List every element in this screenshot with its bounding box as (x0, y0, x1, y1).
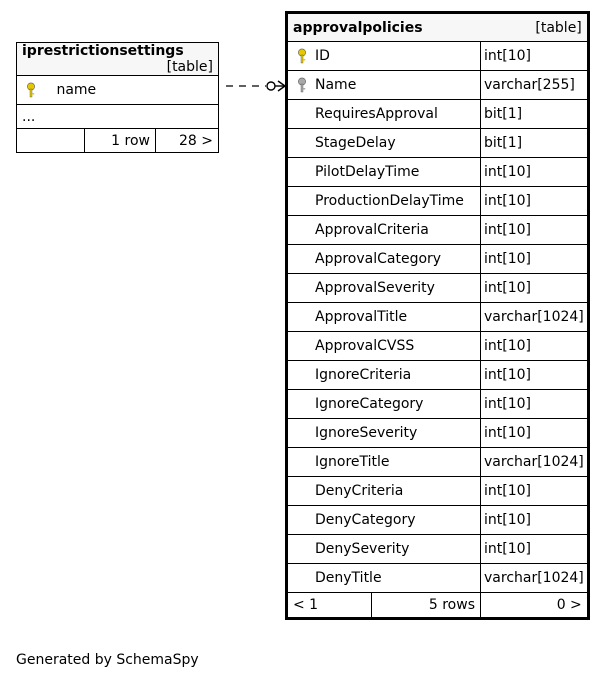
column-row (287, 506, 589, 535)
column-row (287, 303, 589, 332)
column-row (287, 477, 589, 506)
column-row (287, 390, 589, 419)
crowfoot-lower (278, 86, 285, 91)
column-row (287, 419, 589, 448)
column-name-cell (287, 216, 481, 245)
column-name-cell (287, 158, 481, 187)
column-name-cell (287, 129, 481, 158)
column-type: int[10] (481, 419, 589, 448)
table-kind: [table] (166, 59, 213, 75)
column-type: int[10] (481, 332, 589, 361)
column-row (287, 100, 589, 129)
column-name: ApprovalCVSS (315, 338, 415, 354)
table-footer (287, 593, 589, 619)
column-row (287, 71, 589, 100)
column-type: int[10] (481, 245, 589, 274)
column-name: IgnoreCategory (315, 396, 424, 412)
column-name: IgnoreTitle (315, 454, 390, 470)
column-name-cell (287, 245, 481, 274)
column-name-cell (287, 564, 481, 593)
column-row (287, 158, 589, 187)
column-row (287, 274, 589, 303)
column-name: ApprovalCriteria (315, 222, 429, 238)
row-count: 5 rows (371, 593, 480, 619)
column-name: DenyCriteria (315, 483, 404, 499)
parents-link[interactable]: < 1 (287, 593, 372, 619)
children-link[interactable]: 28 > (156, 129, 219, 153)
table-kind: [table] (535, 19, 582, 36)
generated-by-footer: Generated by SchemaSpy (16, 652, 199, 668)
column-name: ApprovalCategory (315, 251, 442, 267)
table-header[interactable] (17, 43, 219, 76)
column-name: IgnoreSeverity (315, 425, 418, 441)
column-name-cell (287, 100, 481, 129)
column-name: Name (315, 77, 357, 93)
column-row (287, 361, 589, 390)
column-row (17, 76, 219, 105)
column-name: ApprovalTitle (315, 309, 408, 325)
column-type: int[10] (481, 390, 589, 419)
optional-circle (267, 82, 275, 90)
column-type: int[10] (481, 477, 589, 506)
column-type: varchar[255] (481, 71, 589, 100)
column-name-cell (287, 303, 481, 332)
column-type: bit[1] (481, 100, 589, 129)
column-name: ApprovalSeverity (315, 280, 435, 296)
column-name-cell (287, 506, 481, 535)
table-iprestrictionsettings[interactable] (16, 42, 219, 153)
column-type: int[10] (481, 535, 589, 564)
column-row (287, 535, 589, 564)
column-name-cell (287, 419, 481, 448)
column-name-cell (287, 448, 481, 477)
column-name-cell (287, 71, 481, 100)
column-type: int[10] (481, 506, 589, 535)
column-name: name (56, 82, 97, 98)
column-row (287, 245, 589, 274)
column-name: StageDelay (315, 135, 396, 151)
column-type: int[10] (481, 187, 589, 216)
column-type: int[10] (481, 274, 589, 303)
column-name-cell (287, 361, 481, 390)
column-name-cell (287, 274, 481, 303)
column-name: IgnoreCriteria (315, 367, 412, 383)
column-type: varchar[1024] (481, 303, 589, 332)
column-name: DenyTitle (315, 570, 382, 586)
table-approvalpolicies[interactable] (285, 11, 590, 620)
column-name: ID (315, 48, 330, 64)
column-row (287, 564, 589, 593)
column-row (287, 42, 589, 71)
row-count: 1 row (85, 129, 156, 153)
column-name-cell (287, 332, 481, 361)
parents-cell (17, 129, 85, 153)
primary-key-icon (293, 48, 311, 64)
children-link[interactable]: 0 > (481, 593, 589, 619)
column-row (287, 332, 589, 361)
column-name: ProductionDelayTime (315, 193, 464, 209)
column-type: bit[1] (481, 129, 589, 158)
column-name-cell (287, 42, 481, 71)
column-name: DenySeverity (315, 541, 410, 557)
table-header[interactable] (287, 13, 589, 42)
crowfoot-upper (278, 81, 285, 86)
primary-key-icon (22, 82, 40, 98)
column-type: int[10] (481, 361, 589, 390)
column-type: int[10] (481, 216, 589, 245)
column-name: DenyCategory (315, 512, 416, 528)
column-row (287, 129, 589, 158)
column-row (287, 187, 589, 216)
column-row (287, 216, 589, 245)
column-name-cell (287, 187, 481, 216)
index-key-icon (293, 77, 311, 93)
column-row (287, 448, 589, 477)
table-title[interactable]: iprestrictionsettings (22, 43, 184, 59)
more-columns-ellipsis: ... (17, 105, 219, 129)
column-type: varchar[1024] (481, 564, 589, 593)
column-name-cell (287, 535, 481, 564)
column-name: RequiresApproval (315, 106, 438, 122)
column-type: varchar[1024] (481, 448, 589, 477)
column-name-cell (287, 390, 481, 419)
column-type: int[10] (481, 158, 589, 187)
column-name-cell (287, 477, 481, 506)
table-title[interactable]: approvalpolicies (293, 19, 423, 36)
column-name: PilotDelayTime (315, 164, 420, 180)
column-type: int[10] (481, 42, 589, 71)
